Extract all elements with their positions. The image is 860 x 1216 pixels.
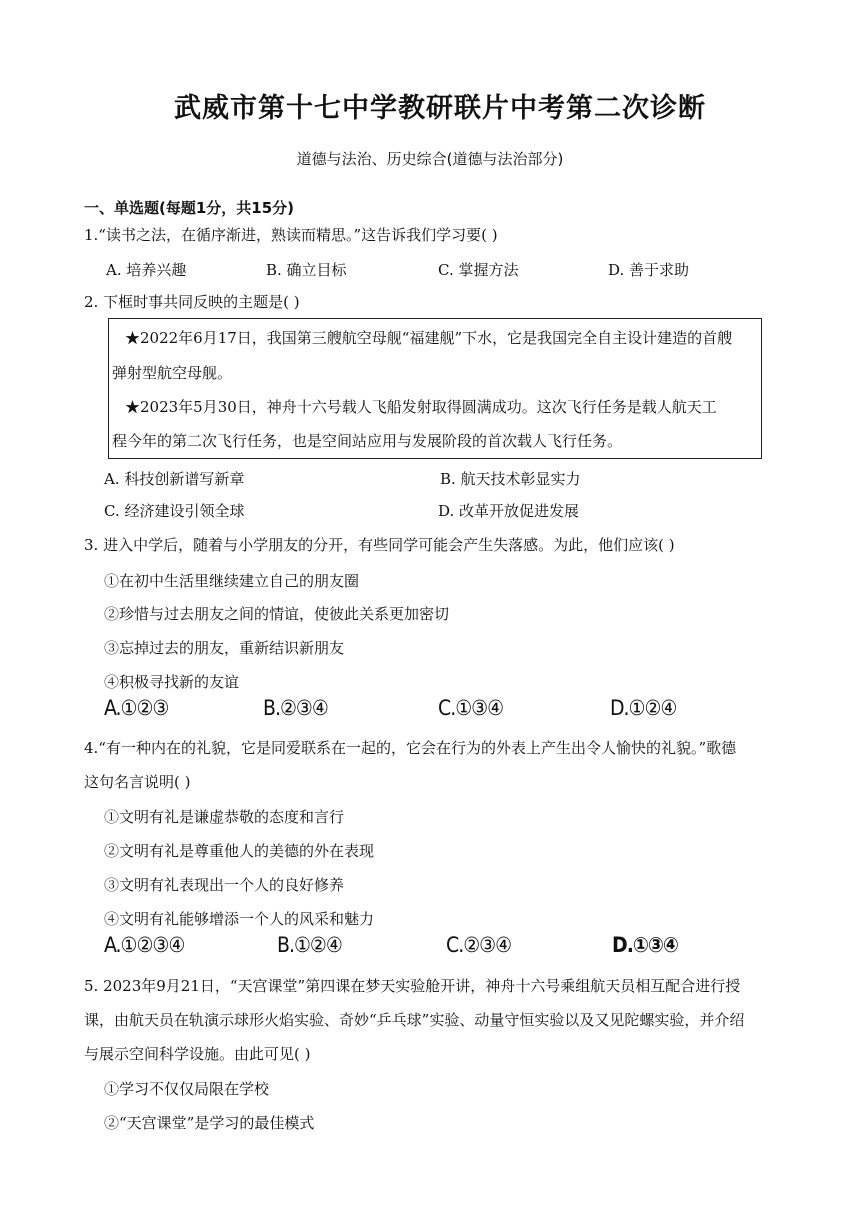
q1-option-b: B. 确立目标 <box>266 261 347 279</box>
q3-option-b: B.②③④ <box>263 696 328 720</box>
q1-option-c: C. 掌握方法 <box>438 261 519 279</box>
q3-item-4: ④积极寻找新的友谊 <box>104 673 240 691</box>
q4-option-a: A.①②③④ <box>104 933 185 957</box>
question-5-stem-line-3: 与展示空间科学设施。由此可见( ) <box>84 1045 311 1063</box>
q2-box-line-1: ★2022年6月17日，我国第三艘航空母舰“福建舰”下水，它是我国完全自主设计建造的首艘 <box>125 329 733 347</box>
q4-item-1: ①文明有礼是谦虚恭敬的态度和言行 <box>104 808 345 826</box>
question-4-stem-line-2: 这句名言说明( ) <box>84 773 191 791</box>
q5-item-1: ①学习不仅仅局限在学校 <box>104 1080 270 1098</box>
q2-box-line-3: ★2023年5月30日，神舟十六号载人飞船发射取得圆满成功。这次飞行任务是载人航天工 <box>125 398 717 416</box>
question-1-stem: 1.“读书之法，在循序渐进，熟读而精思。”这告诉我们学习要( ) <box>84 226 498 244</box>
q2-option-a: A. 科技创新谱写新章 <box>104 470 245 488</box>
question-3-stem: 3. 进入中学后，随着与小学朋友的分开，有些同学可能会产生失落感。为此，他们应该( ) <box>84 536 675 554</box>
page-title: 武威市第十七中学教研联片中考第二次诊断 <box>174 93 706 124</box>
q3-option-a: A.①②③ <box>104 696 169 720</box>
q4-option-d: D.①③④ <box>612 933 678 957</box>
q2-option-d: D. 改革开放促进发展 <box>438 502 580 520</box>
q4-option-c: C.②③④ <box>446 933 512 957</box>
q3-item-1: ①在初中生活里继续建立自己的朋友圈 <box>104 572 360 590</box>
q2-option-c: C. 经济建设引领全球 <box>104 502 245 520</box>
q1-option-a: A. 培养兴趣 <box>106 261 187 279</box>
q2-box-line-2: 弹射型航空母舰。 <box>112 364 233 382</box>
question-5-stem-line-1: 5. 2023年9月21日，“天宫课堂”第四课在梦天实验舱开讲，神舟十六号乘组航天员相互配合进行授 <box>84 977 741 995</box>
q3-option-d: D.①②④ <box>610 696 677 720</box>
q2-box-line-4: 程今年的第二次飞行任务，也是空间站应用与发展阶段的首次载人飞行任务。 <box>112 432 623 450</box>
q1-option-d: D. 善于求助 <box>608 261 690 279</box>
q2-option-b: B. 航天技术彰显实力 <box>440 470 581 488</box>
q4-option-b: B.①②④ <box>277 933 342 957</box>
q5-item-2: ②“天宫课堂”是学习的最佳模式 <box>104 1114 315 1132</box>
page-subtitle: 道德与法治、历史综合(道德与法治部分) <box>296 150 564 168</box>
q4-item-4: ④文明有礼能够增添一个人的风采和魅力 <box>104 910 375 928</box>
question-5-stem-line-2: 课，由航天员在轨演示球形火焰实验、奇妙“乒乓球”实验、动量守恒实验以及又见陀螺实验，并介绍 <box>84 1011 745 1029</box>
q3-item-3: ③忘掉过去的朋友，重新结识新朋友 <box>104 639 345 657</box>
q3-item-2: ②珍惜与过去朋友之间的情谊，使彼此关系更加密切 <box>104 605 450 623</box>
q4-item-2: ②文明有礼是尊重他人的美德的外在表现 <box>104 842 375 860</box>
question-2-stem: 2. 下框时事共同反映的主题是( ) <box>84 293 300 311</box>
question-4-stem-line-1: 4.“有一种内在的礼貌，它是同爱联系在一起的，它会在行为的外表上产生出令人愉快的礼貌。”歌德 <box>84 739 737 757</box>
q2-news-box <box>108 318 762 459</box>
section-heading: 一、单选题(每题1分，共15分) <box>84 199 295 217</box>
q3-option-c: C.①③④ <box>438 696 504 720</box>
q4-item-3: ③文明有礼表现出一个人的良好修养 <box>104 876 345 894</box>
